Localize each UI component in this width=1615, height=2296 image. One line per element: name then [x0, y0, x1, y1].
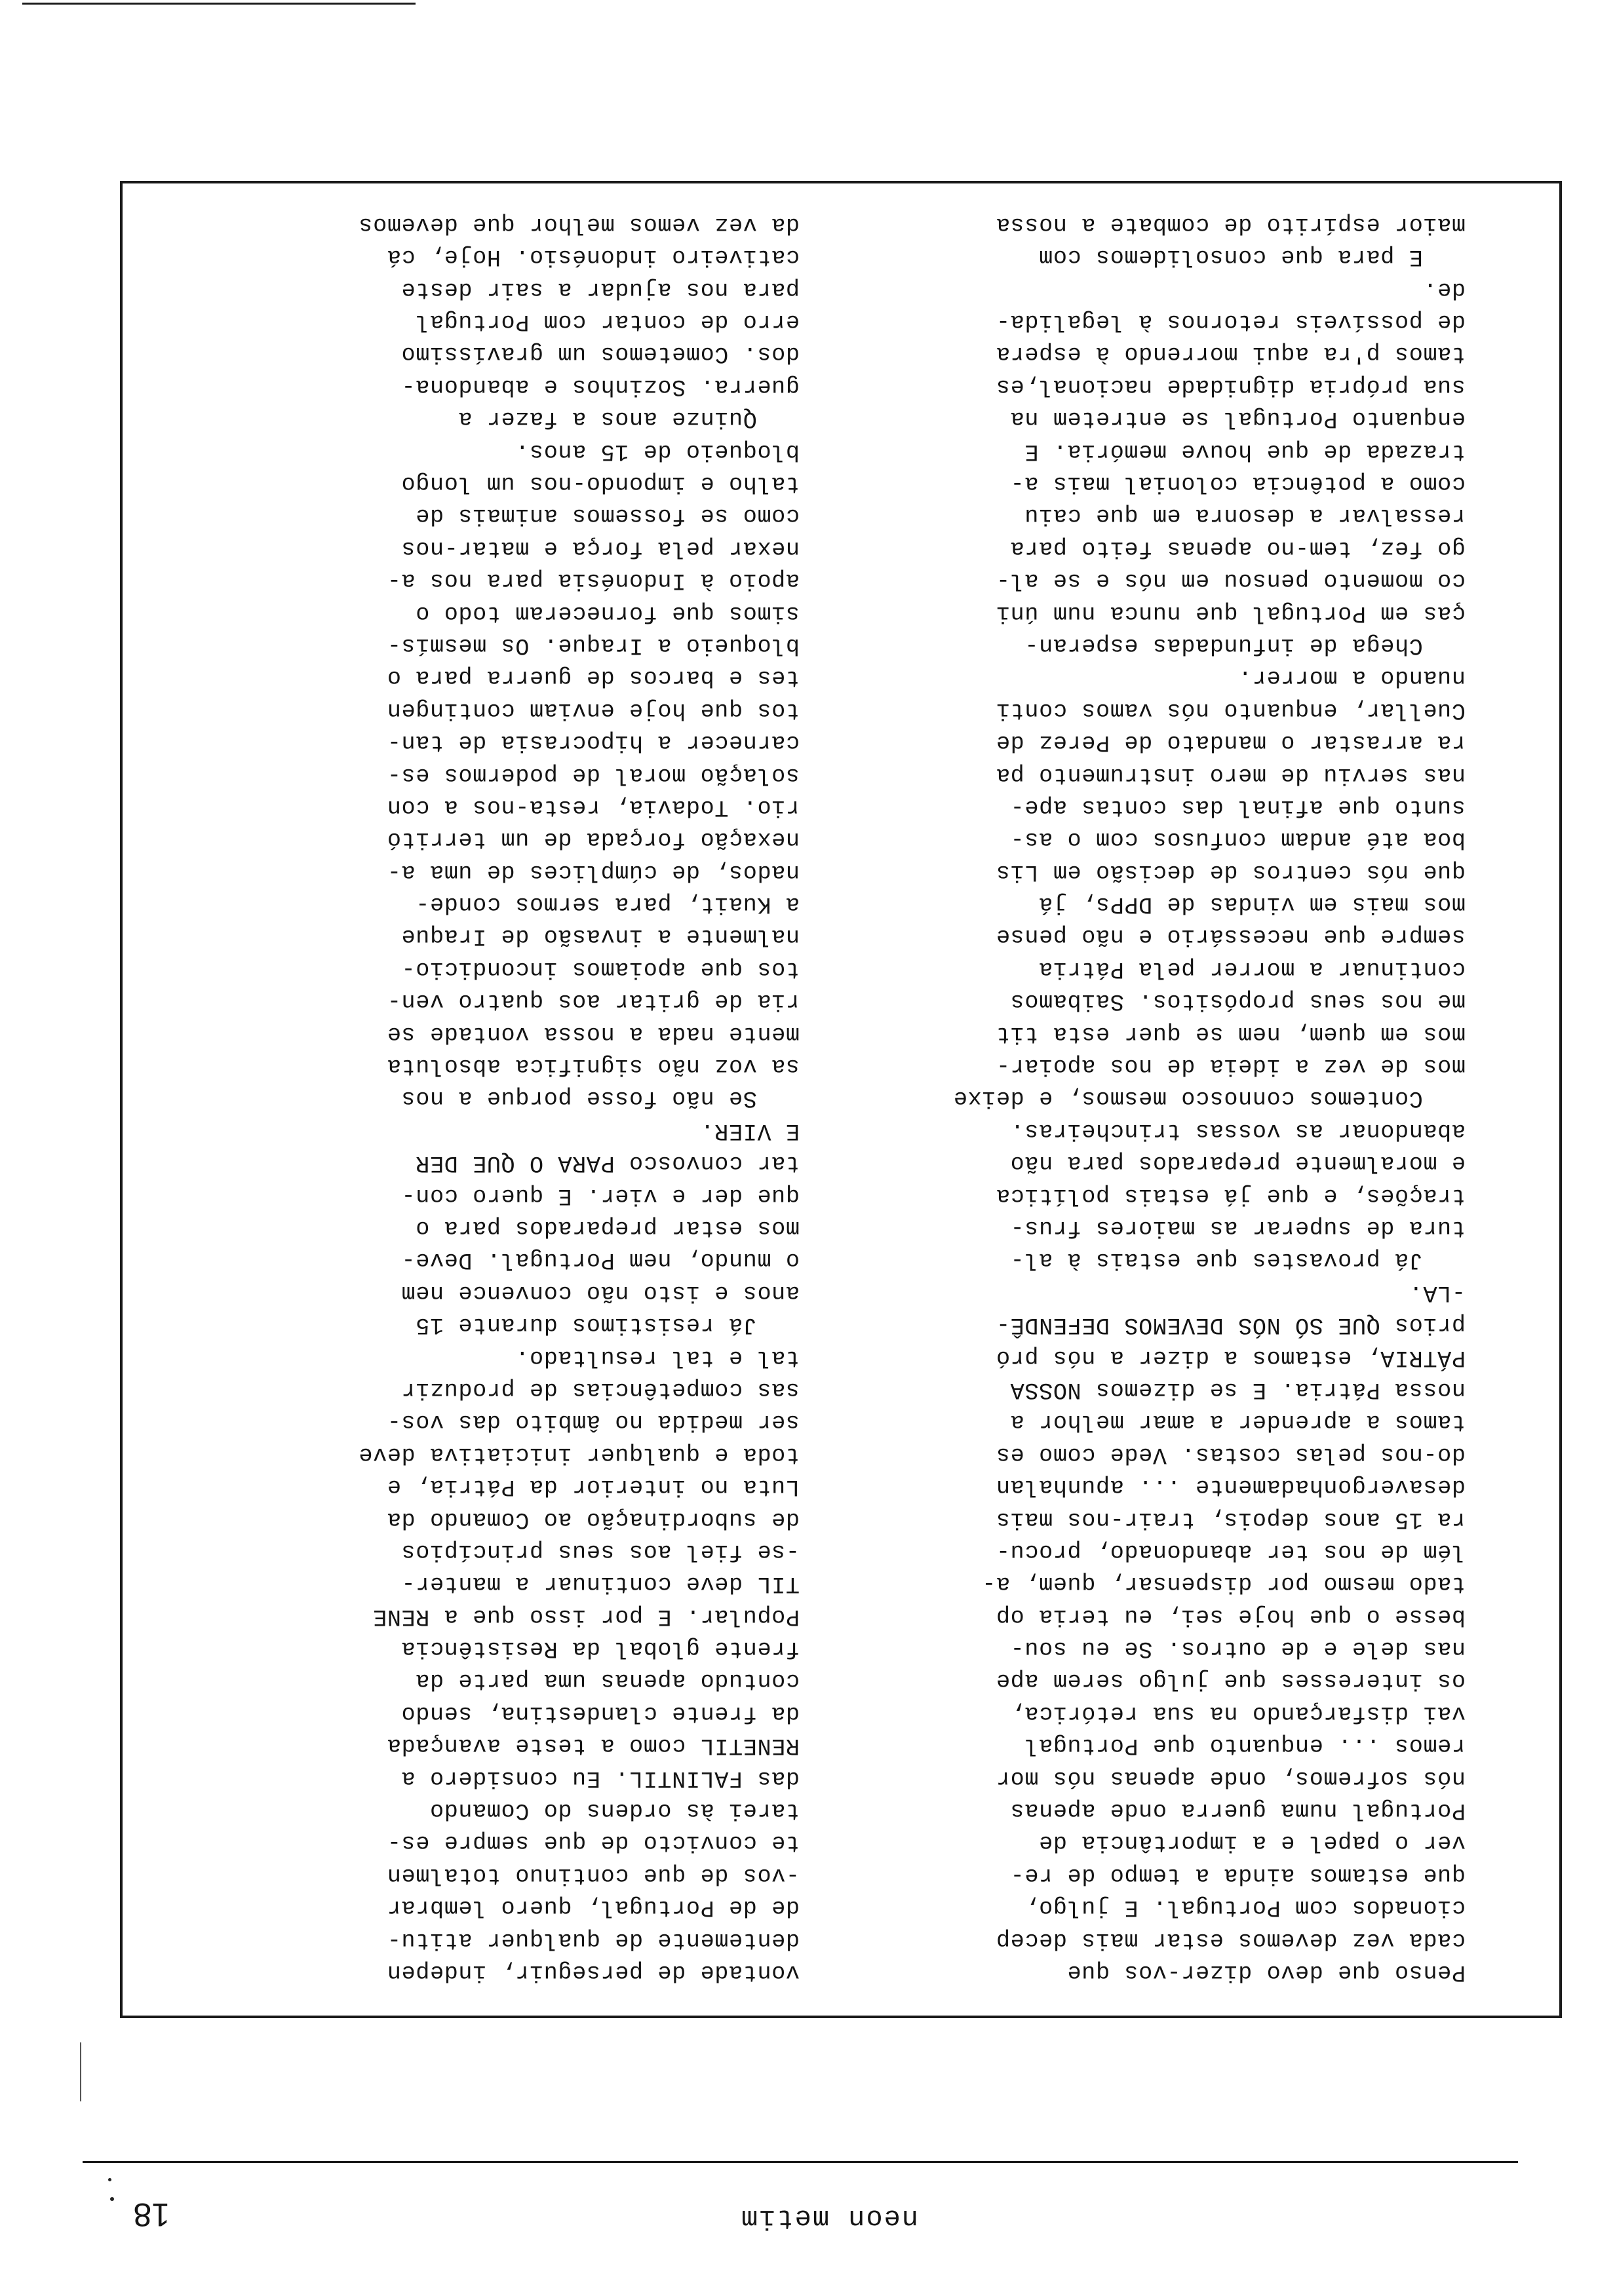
text-line: que estamos ainda a tempo de re- [1010, 1862, 1466, 1888]
text-line: anos e isto não convence nem [400, 1279, 800, 1306]
text-line: nas dele e de outros. Se eu sou- [1010, 1636, 1466, 1662]
text-line: solação moral de podermos es- [387, 761, 800, 788]
scan-speck [108, 2178, 111, 2181]
text-line: de de Portugal, quero lembrar [387, 1894, 800, 1921]
text-line: nuando a morrer. [1237, 664, 1466, 691]
text-line: toda e qualquer iniciativa deve [358, 1441, 800, 1468]
text-line: tos que apoiamos incondicio- [400, 955, 800, 982]
text-line: Quinze anos a fazer a [457, 406, 800, 432]
text-line: tarei às ordens do Comando [429, 1797, 800, 1824]
text-line: enquanto Portugal se entretem na [1010, 406, 1466, 432]
text-line: cativeiro indonésio. Hoje, cá [387, 244, 800, 271]
text-line: como se fossemos animais de [415, 503, 800, 529]
text-line: tos que hoje enviam contingen [387, 697, 800, 723]
text-line: boa até andam confusos com o as- [1010, 826, 1466, 853]
text-line: sas competências de produzir [400, 1376, 800, 1403]
text-line: tamos p'ra aqui morrendo à espera [996, 341, 1466, 368]
text-line: que der e vier. E quero con- [400, 1182, 800, 1209]
text-line: simos que forneceram todo o [415, 600, 800, 626]
text-line: Penso que devo dizer-vos que [1066, 1959, 1466, 1985]
text-line: tal e tal resultado. [515, 1344, 800, 1371]
text-line: que nós centros de decisão em Lis [996, 858, 1466, 885]
text-line: vai disfarçando na sua retórica, [1010, 1700, 1466, 1727]
scan-speck [110, 2197, 114, 2201]
text-line: carnecer a hipocrasia de tan- [387, 729, 800, 756]
text-line: sunto que afinal das contas ape- [1010, 794, 1466, 820]
text-line: nossa Pátria. E se dizemos NOSSA [1010, 1376, 1466, 1403]
text-line: Chega de infundadas esperan- [1024, 632, 1466, 659]
text-line: de. [1422, 276, 1466, 303]
text-line: remos ... enquanto que Portugal [1024, 1732, 1466, 1759]
text-line: tado mesmo por dispensar, quem, a- [981, 1571, 1466, 1598]
text-line: tar convosco PARA O QUE DER [415, 1150, 800, 1177]
text-line: Já resistimos durante 15 [415, 1312, 800, 1339]
text-line: tamos a aprender a amar melhor a [1010, 1409, 1466, 1436]
text-line: tes e barcos de guerra para o [387, 664, 800, 691]
text-line: mente nada a nossa vontade se [387, 1020, 800, 1047]
text-line: abandonar as vossas trincheiras. [1010, 1117, 1466, 1144]
text-line: da vez vemos melhor que devemos [358, 211, 800, 238]
text-line: bloqueio a Iraque. Os mesmís- [387, 632, 800, 659]
text-line: prios QUE SÓ NÓS DEVEMOS DEFENDÊ- [996, 1312, 1466, 1339]
text-line: vontade de perseguir, indepen [387, 1959, 800, 1985]
text-line: erro de contar com Portugal [415, 309, 800, 335]
text-line: de subordinação ao Comando da [387, 1506, 800, 1533]
text-line: desavergonhadamente ... apunhalan [996, 1474, 1466, 1501]
text-line: co momento pensou em nós e se al- [996, 567, 1466, 594]
text-line: ças em Portugal que nunca num úni [996, 600, 1466, 626]
text-line: os interesses que julgo serem ape [996, 1668, 1466, 1694]
top-rule [22, 3, 416, 5]
text-column-right [144, 208, 800, 1988]
text-line: da frente clandestina, sendo [400, 1700, 800, 1727]
text-line: nas serviu de mero instrumento pa [996, 761, 1466, 788]
text-line: dos. Cometemos um gravíssimo [400, 341, 800, 368]
text-line: Portugal numa guerra onde apenas [1010, 1797, 1466, 1824]
text-line: PÁTRIA, estamos a dizer a nós pró [996, 1344, 1466, 1371]
text-line: ver o papel e a importância de [1038, 1829, 1466, 1856]
text-line: apoio à Indonésia para nos a- [387, 567, 800, 594]
text-line: das FALINTIL. Eu considero a [400, 1765, 800, 1791]
text-line: do-nos pelas costas. Vede como es [996, 1441, 1466, 1468]
scan-mark [80, 2042, 81, 2101]
text-line: contudo apenas uma parte da [415, 1668, 800, 1694]
text-line: tura de superar as maiores frus- [1010, 1215, 1466, 1242]
text-line: nexar pela força e matar-nos [400, 535, 800, 562]
text-line: nós sofremos, onde apenas nós mor [996, 1765, 1466, 1791]
text-line: me nos seus propósitos. Saibamos [1010, 988, 1466, 1015]
text-line: nalmente a invasão de Iraque [400, 923, 800, 950]
text-line: ressalvar a desonra em que caiu [1024, 503, 1466, 529]
text-line: lém de nos ter abandonado, procu- [996, 1538, 1466, 1565]
text-line: TIL deve continuar a manter- [400, 1571, 800, 1598]
text-line: Contemos connosco mesmos, e deixe [953, 1085, 1466, 1112]
text-line: sa voz não significa absoluta [387, 1053, 800, 1080]
text-line: cionados com Portugal. E julgo, [1024, 1894, 1466, 1921]
text-line: o mundo, nem Portugal. Deve- [400, 1247, 800, 1274]
text-line: e moralmente preparados para não [1010, 1150, 1466, 1177]
text-line: ria de gritar aos quatro ven- [387, 988, 800, 1015]
footer-rule [83, 2161, 1518, 2163]
text-line: ra arrastar o mandato de Perez de [996, 729, 1466, 756]
text-line: te convicto de que sempre es- [387, 1829, 800, 1856]
text-line: bloqueio de 15 anos. [515, 438, 800, 465]
text-line: maior espírito de combate a nossa [996, 211, 1466, 238]
text-line: RENETIL como a teste avançada [387, 1732, 800, 1759]
text-line: E VIER. [699, 1117, 800, 1144]
text-line: frente global da Resistência [400, 1636, 800, 1662]
text-line: nados, de cúmplices de uma a- [387, 858, 800, 885]
text-line: -se fiel aos seus princípios [400, 1538, 800, 1565]
text-line: mos de vez a ideia de nos apoiar- [996, 1053, 1466, 1080]
text-line: mos mais em vindas de DPPs, já [1038, 891, 1466, 918]
text-line: cada vez devemos estar mais decep [996, 1926, 1466, 1953]
text-line: Cuellar, enquanto nós vamos conti [996, 697, 1466, 723]
text-line: ra 15 anos depois, trair-nos mais [996, 1506, 1466, 1533]
text-line: besse o que hoje sei, eu teria op [996, 1603, 1466, 1630]
text-line: trazada de que houve memória. E [1024, 438, 1466, 465]
text-line: guerra. Sozinhos e abandona- [400, 373, 800, 400]
text-line: nexação forçada de um territó [387, 826, 800, 853]
text-line: talho e impondo-nos um longo [400, 470, 800, 497]
text-line: Popular. E por isso que a RENE [372, 1603, 800, 1630]
text-line: -LA. [1409, 1279, 1466, 1306]
text-line: de possíveis retornos à legalida- [996, 309, 1466, 335]
text-line: Se não fosse porque a nos [400, 1085, 800, 1112]
text-line: trações, e que já estais política [996, 1182, 1466, 1209]
text-column-left [810, 208, 1466, 1988]
text-line: para nos ajudar a sair deste [400, 276, 800, 303]
text-line: -vos de que continuo totalmen [387, 1862, 800, 1888]
text-line: como a potência colonial mais a- [1010, 470, 1466, 497]
text-line: continuar a morrer pela Pátria [1038, 955, 1466, 982]
text-line: go fez, tem-no apenas feito para [1010, 535, 1466, 562]
publication-name: neon metim [739, 2202, 918, 2234]
text-line: ser medida no âmbito das vos- [387, 1409, 800, 1436]
text-line: sua própria dignidade nacional,es [996, 373, 1466, 400]
text-line: a Kuait, para sermos conde- [415, 891, 800, 918]
text-line: Já provastes que estais à al- [1010, 1247, 1466, 1274]
text-line: mos estar preparados para o [415, 1215, 800, 1242]
text-line: dentemente de qualquer atitu- [387, 1926, 800, 1953]
page-number: 18 [133, 2196, 170, 2233]
text-line: sempre que necessário e não pense [996, 923, 1466, 950]
text-line: E para que consolidemos com [1038, 244, 1466, 271]
text-line: rio. Todavia, resta-nos a con [387, 794, 800, 820]
text-line: Luta no interior da Pátria, e [387, 1474, 800, 1501]
text-line: mos em quem, nem se quer esta tit [996, 1020, 1466, 1047]
